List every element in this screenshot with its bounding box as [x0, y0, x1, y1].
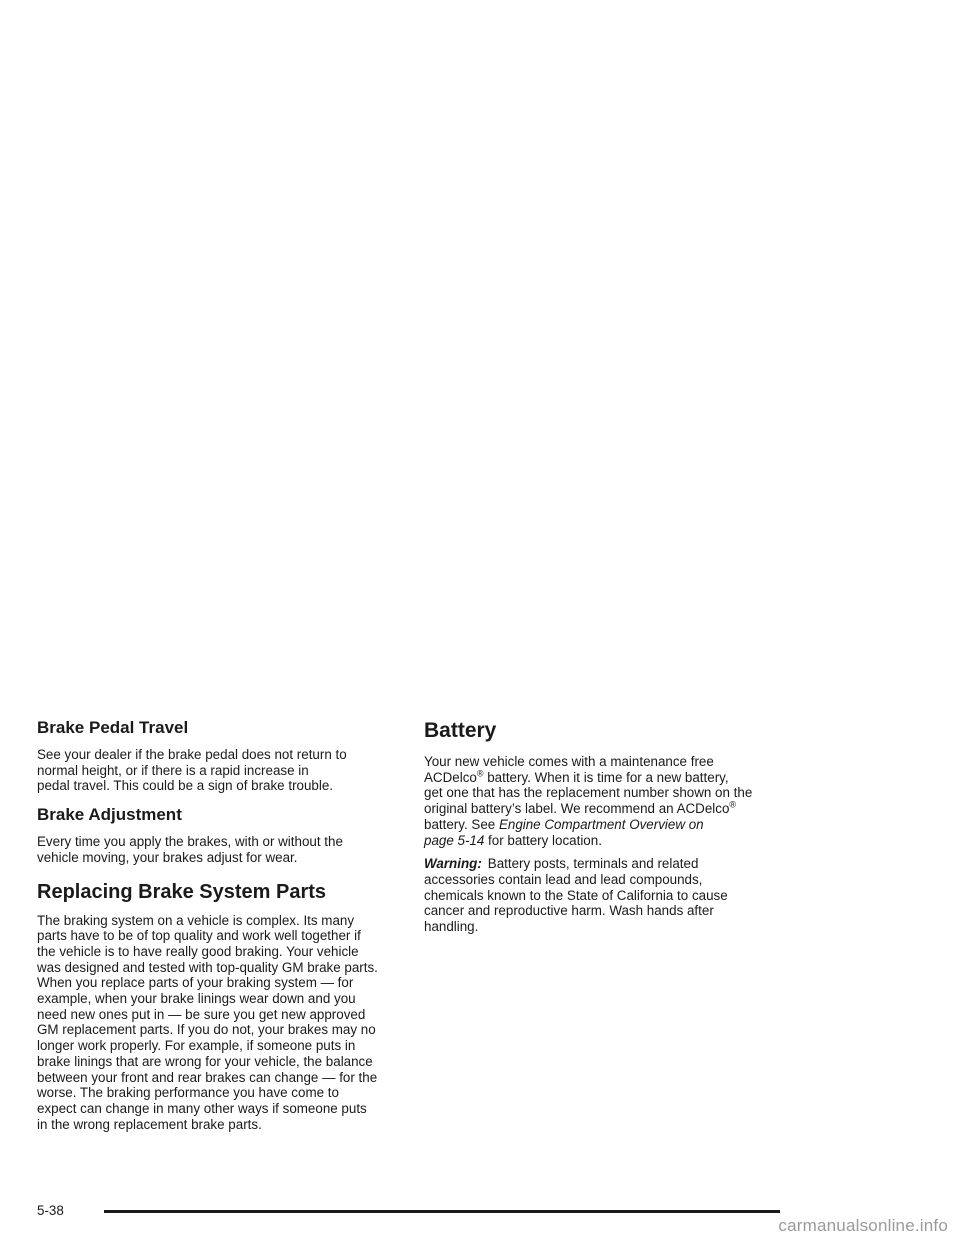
registered-mark: ® [476, 768, 484, 779]
text-line: chemicals known to the State of California to cause [424, 887, 728, 903]
text-line: get one that has the replacement number shown on the [424, 785, 753, 801]
text-line: expect can change in many other ways if someone puts [37, 1100, 367, 1116]
cross-reference-link[interactable]: Engine Compartment Overview on [498, 816, 704, 832]
text-line: GM replacement parts. If you do not, your brakes may no [37, 1022, 376, 1038]
paragraph-brake-pedal-travel [37, 747, 397, 794]
text-line: Your new vehicle comes with a maintenance free [424, 754, 714, 769]
text-line: handling. [424, 919, 479, 935]
text-line: for battery location. [484, 832, 602, 848]
watermark-text: carmanualsonline.info [778, 1216, 948, 1235]
text-line: Every time you apply the brakes, with or without the [37, 834, 343, 850]
text-line: worse. The braking performance you have come to [37, 1085, 339, 1101]
text-line: need new ones put in — be sure you get new approved [37, 1006, 366, 1022]
text-line: vehicle moving, your brakes adjust for wear. [37, 849, 298, 865]
text-line: original battery’s label. We recommend an ACDelco [424, 801, 730, 817]
footer-divider [104, 1210, 780, 1213]
text-line: battery. When it is time for a new battery, [483, 769, 729, 785]
text-line: normal height, or if there is a rapid increase in [37, 762, 309, 778]
paragraph-warning [424, 856, 786, 935]
paragraph-battery [424, 754, 786, 848]
left-column [37, 718, 397, 1132]
paragraph-brake-adjustment [37, 834, 397, 865]
text-line: Battery posts, terminals and related [487, 856, 699, 872]
warning-label: Warning: [424, 856, 482, 872]
heading-replacing-brake-system-parts: Replacing Brake System Parts [37, 880, 327, 903]
text-line: See your dealer if the brake pedal does not return to [37, 747, 347, 762]
heading-battery: Battery [424, 719, 497, 742]
text-line: brake linings that are wrong for your vehicle, the balance [37, 1053, 373, 1069]
registered-mark: ® [729, 799, 737, 810]
text-line: the vehicle is to have really good braking. Your vehicle [37, 943, 359, 959]
heading-brake-adjustment: Brake Adjustment [37, 805, 182, 825]
text-line: accessories contain lead and lead compounds, [424, 871, 703, 887]
text-line: parts have to be of top quality and work well together if [37, 928, 361, 944]
text-line: between your front and rear brakes can change — for the [37, 1069, 378, 1085]
heading-brake-pedal-travel: Brake Pedal Travel [37, 718, 189, 737]
text-line: battery. See [424, 816, 499, 832]
cross-reference-page-link[interactable]: page 5-14 [424, 832, 485, 848]
paragraph-replacing-brake-system-parts [37, 913, 397, 1133]
text-line: The braking system on a vehicle is complex. Its many [37, 912, 355, 928]
text-line: pedal travel. This could be a sign of brake trouble. [37, 778, 334, 794]
text-line: was designed and tested with top-quality GM brake parts. [37, 959, 378, 975]
text-line: ACDelco [424, 769, 477, 785]
text-line: cancer and reproductive harm. Wash hands after [424, 903, 714, 919]
page-number: 5-38 [37, 1203, 64, 1218]
text-line: longer work properly. For example, if someone puts in [37, 1038, 356, 1054]
text-line: in the wrong replacement brake parts. [37, 1116, 262, 1132]
text-line: When you replace parts of your braking system — for [37, 975, 354, 991]
right-column [424, 718, 786, 935]
text-line: example, when your brake linings wear down and you [37, 991, 356, 1007]
